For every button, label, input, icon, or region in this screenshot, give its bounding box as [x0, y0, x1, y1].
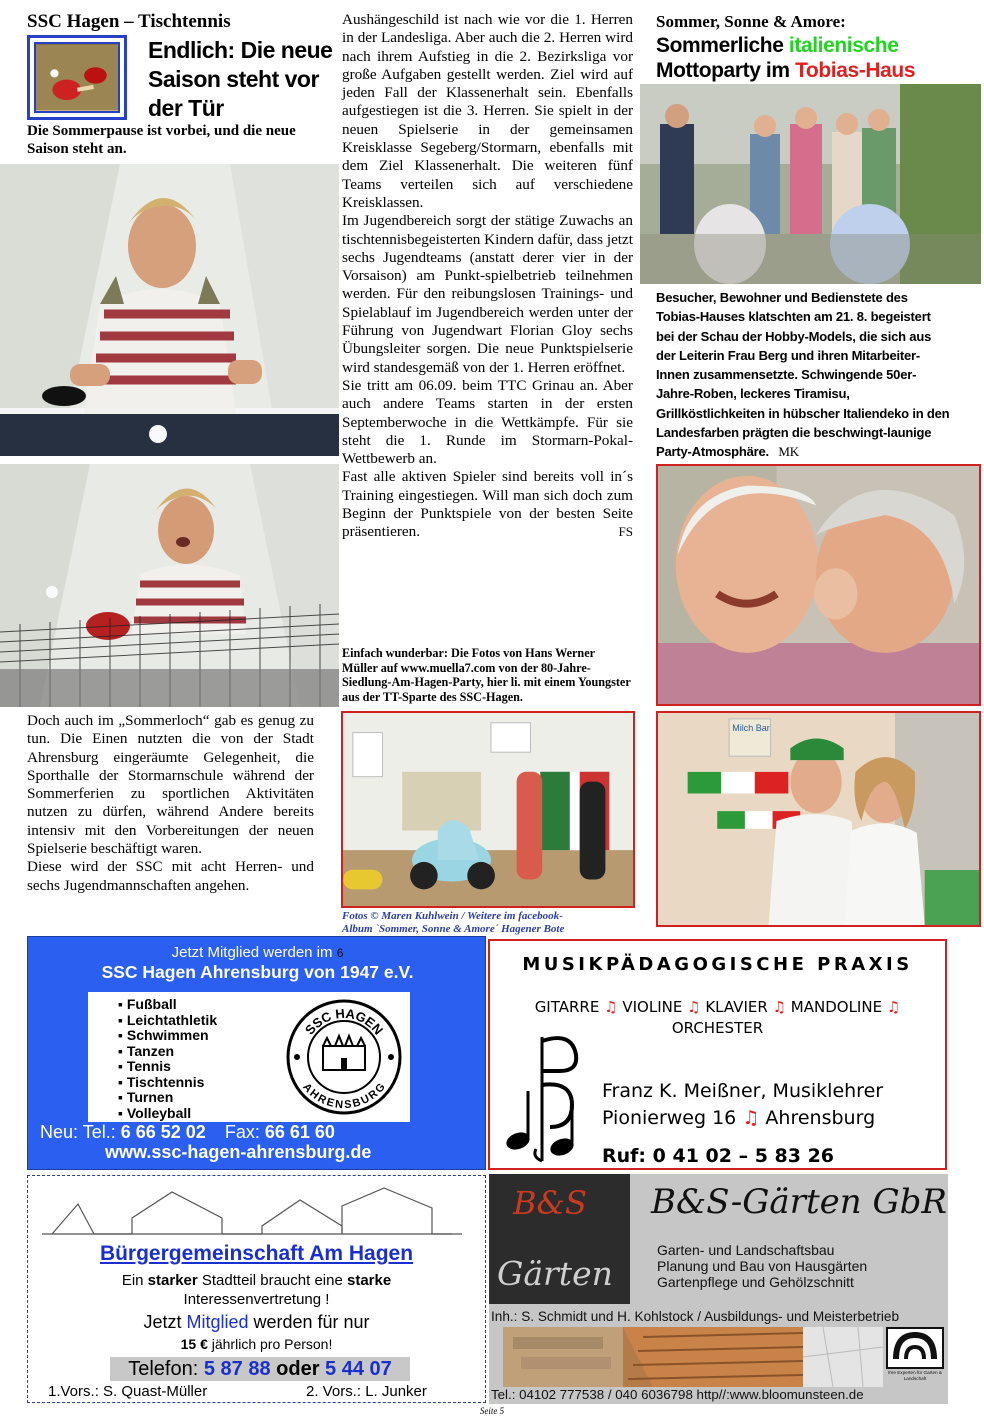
instrument: VIOLINE	[622, 998, 683, 1016]
photo-milch-bar	[656, 711, 981, 927]
ad-buerger-chair-2: 2. Vors.: L. Junker	[306, 1383, 427, 1400]
ad-ssc-phone: 6 66 52 02	[120, 1122, 206, 1142]
instrument: KLAVIER	[705, 998, 768, 1016]
ad-buerger-chair-1: 1.Vors.: S. Quast-Müller	[48, 1383, 208, 1400]
partner-note: Ihre Experten für Garten & Landschaft	[888, 1370, 942, 1381]
bs-service-item: Planung und Bau von Hausgärten	[657, 1258, 868, 1274]
ad-buergergemeinschaft	[27, 1175, 486, 1403]
milch-bar-sign: Milch Bar	[732, 723, 770, 733]
right-headline-line-2	[656, 58, 915, 83]
ad-ssc-fax-label: Fax:	[224, 1122, 260, 1142]
ad-bs-gaerten	[489, 1174, 948, 1404]
ssc-logo-bottom-text: AHRENSBURG	[300, 1081, 388, 1112]
ad-buerger-line3: Jetzt Mitglied werden für nur	[143, 1312, 370, 1332]
ad-buerger-line2: Interessenvertretung !	[183, 1291, 330, 1308]
houses-skyline-icon	[42, 1186, 462, 1238]
ad-music-orchestra: ORCHESTER	[671, 1019, 764, 1037]
middle-paragraph-4-text: Fast alle aktiven Spieler sind bereits voll in´s Training eingestiegen. Will man sich doch zum Beginn der Punktspiele von der besten Seite präsentieren.	[342, 468, 633, 541]
ad-ssc-marker: 6	[336, 946, 344, 960]
svg-text:AHRENSBURG	[300, 1081, 387, 1111]
middle-paragraph-4	[342, 468, 633, 541]
ad-ssc-sports-box	[88, 992, 410, 1122]
sport-item: ▪ Fußball	[118, 996, 177, 1012]
music-clef-icon	[502, 1031, 582, 1163]
ad-buerger-phone: Telefon: 5 87 88 oder 5 44 07	[110, 1357, 410, 1381]
ad-buerger-line1: Ein starker Stadtteil braucht eine starke	[121, 1272, 392, 1289]
ad-buerger-title: Bürgergemeinschaft Am Hagen	[99, 1242, 414, 1265]
headline-line-1: Endlich: Die neue	[148, 37, 333, 63]
table-tennis-logo	[27, 35, 127, 120]
bs-service-item: Gartenpflege und Gehölzschnitt	[657, 1274, 854, 1290]
right-headline	[656, 33, 915, 83]
photo-fashion-show	[640, 84, 981, 284]
right-caption	[656, 288, 952, 462]
sport-item: ▪ Tennis	[118, 1058, 171, 1074]
right-headline-part-4: Tobias-Haus	[795, 59, 916, 82]
svg-text:SSC HAGEN	[302, 1006, 386, 1038]
note-icon: ♫	[886, 998, 901, 1016]
bs-logo-block	[489, 1174, 630, 1304]
ad-buerger-line4: 15 € jährlich pro Person!	[180, 1336, 333, 1352]
ad-ssc-fax: 66 61 60	[264, 1122, 335, 1142]
sport-item: ▪ Schwimmen	[118, 1027, 209, 1043]
sport-item: ▪ Turnen	[118, 1089, 174, 1105]
page-number: Seite 5	[479, 1406, 505, 1416]
ad-ssc-line1	[28, 944, 487, 961]
partner-logo-icon	[886, 1327, 944, 1369]
ad-music-phone: Ruf: 0 41 02 – 5 83 26	[602, 1145, 835, 1167]
ssc-logo-top-text: SSC HAGEN	[301, 1005, 387, 1038]
photo-two-women	[656, 464, 981, 706]
ad-music-instruments	[490, 998, 945, 1016]
ad-ssc-sports-list	[118, 997, 217, 1121]
middle-paragraph-3: Sie tritt am 06.09. beim TTC Grinau an. Aber auch andere Teams starten in der ersten Septemberwoche in die Wettkämpfe. Für sie steht die 1. Runde im Stormarn-Pokal-Wettbewerb an.	[342, 376, 633, 468]
ad-ssc-phone-row	[40, 1122, 335, 1143]
middle-paragraph-2: Im Jugendbereich sorgt der stätige Zuwachs an tischtennisbegeisterten Kindern dafür, dass jetzt sechs Jugendteams (anstatt derer vier in der Vorsaison) am Punkt-spielbetrieb teilnehmen werden. Für den reibungslosen Trainings- und Spielablauf im Jugendbereich werden unter der Führung von Jugendwart Florian Gloy sechs Übungsleiter sorgen. Die neue Punktspielserie wird standesgemäß von der 1. Herren eröffnet.	[342, 212, 633, 376]
bs-services	[657, 1242, 867, 1290]
bs-stone-photo	[503, 1327, 803, 1387]
ad-music-practice	[488, 939, 947, 1170]
ad-music-address	[602, 1107, 875, 1129]
right-headline-part-3: Mottoparty im	[656, 59, 796, 82]
bs-owners: Inh.: S. Schmidt und H. Kohlstock / Ausbildungs- und Meisterbetrieb	[491, 1309, 900, 1324]
middle-photo-credit: Einfach wunderbar: Die Fotos von Hans Werner Müller auf www.muella7.com von der 80-Jahre-Siedlung-Am-Hagen-Party, hier li. mit einem Youngster aus der TT-Sparte des SSC-Hagen.	[342, 646, 631, 704]
photo-vespa-party	[341, 711, 635, 908]
left-body	[27, 712, 314, 895]
bs-logo-line2: Gärten	[497, 1254, 613, 1293]
ad-ssc-hagen	[27, 936, 486, 1170]
instrument: GITARRE	[534, 998, 600, 1016]
middle-body	[342, 11, 633, 542]
left-paragraph-2: Diese wird der SSC mit acht Herren- und sechs Jugendmannschaften angehen.	[27, 858, 314, 894]
ad-music-address-street: Pionierweg 16	[602, 1107, 737, 1129]
bs-service-item: Garten- und Landschaftsbau	[657, 1242, 835, 1258]
sport-item: ▪ Tischtennis	[118, 1073, 205, 1090]
ad-ssc-website[interactable]: www.ssc-hagen-ahrensburg.de	[105, 1142, 372, 1162]
headline-line-3: der Tür	[148, 95, 224, 121]
left-headline	[148, 36, 332, 123]
right-headline-part-1: Sommerliche	[656, 34, 789, 57]
right-kicker: Sommer, Sonne & Amore:	[656, 12, 846, 31]
instrument: MANDOLINE	[790, 998, 883, 1016]
right-headline-line-1	[656, 33, 915, 58]
left-paragraph-1: Doch auch im „Sommerloch“ gab es genug zu tun. Die Einen nutzten die von der Stadt Ahrensburg eingeräumte Gelegenheit, die Sporthalle der Stormarnschule während der Sommerferien zu sportlichen Aktivitäten nutzen zu dürfen, während Andere bereits intensiv mit den Vorbereitungen der neuen Spielserie beschäftigt waren.	[27, 712, 314, 858]
note-icon: ♫	[687, 998, 701, 1016]
ad-ssc-club-name: SSC Hagen Ahrensburg von 1947 e.V.	[101, 962, 414, 982]
photo-boy-playing-1	[0, 164, 339, 456]
sport-item: ▪ Volleyball	[118, 1104, 192, 1121]
paddle-icon	[36, 44, 118, 111]
left-kicker: SSC Hagen – Tischtennis	[27, 11, 231, 32]
bs-company-name: B&S-Gärten GbR	[651, 1182, 947, 1222]
ad-ssc-line1-text: Jetzt Mitglied werden im	[171, 944, 333, 961]
photo-credit-line-2: Album `Sommer, Sonne & Amore´ Hagener Bote	[342, 922, 565, 935]
right-headline-part-2: italienische	[788, 34, 899, 57]
ad-music-teacher: Franz K. Meißner, Musiklehrer	[602, 1080, 884, 1102]
note-icon: ♫	[742, 1107, 760, 1129]
left-lead: Die Sommerpause ist vorbei, und die neue Saison steht an.	[27, 123, 296, 157]
photo-boy-playing-2	[0, 464, 339, 707]
right-caption-text: Besucher, Bewohner und Bedienstete des Tobias-Hauses klatschten am 21. 8. begeistert bei der Schau der Hobby-Models, die sich aus der Leiterin Frau Berg und ihren Mitarbeiter-Innen zusammensetzte. Schwingende 50er-Jahre-Roben, leckeres Tiramisu, Grillköstlichkeiten in hübscher Italiendeko in den Landesfarben prägten die beschwingt-launige Party-Atmosphäre.	[656, 290, 950, 460]
bs-tile-photo	[803, 1327, 883, 1387]
middle-signature: FS	[618, 524, 633, 540]
note-icon: ♫	[604, 998, 618, 1016]
note-icon: ♫	[772, 998, 787, 1016]
middle-paragraph-1: Aushängeschild ist nach wie vor die 1. Herren in der Landesliga. Aber auch die 2. Herren wird nach ihrem Aufstieg in die 2. Bezirksliga vor große Aufgaben gestellt werden. Ziel wird auf jeden Fall der Klassenerhalt sein. Ebenfalls aufgestiegen ist die 3. Herren. Sie spielt in der neuen Spielserie in der gemeinsamen Kreisklasse Segeberg/Stormarn, ebenfalls mit dem Ziel Klassenerhalt. Die weiteren fünf Teams verteilen sich auf verschiedene Kreisklassen.	[342, 11, 633, 211]
ssc-logo	[283, 996, 405, 1118]
right-signature: MK	[778, 444, 799, 460]
ad-ssc-phone-label: Neu: Tel.:	[40, 1122, 116, 1142]
headline-line-2: Saison steht vor	[148, 66, 319, 92]
ad-music-address-city: Ahrensburg	[765, 1107, 876, 1129]
sport-item: ▪ Leichtathletik	[118, 1011, 218, 1028]
photo-credit-line-1: Fotos © Maren Kuhlwein / Weitere im facebook-	[342, 910, 563, 922]
bs-contact[interactable]: Tel.: 04102 777538 / 040 6036798 http//:www.bloomunsteen.de	[491, 1387, 864, 1402]
sport-item: ▪ Tanzen	[118, 1042, 175, 1059]
ad-music-title: MUSIKPÄDAGOGISCHE PRAXIS	[522, 954, 913, 975]
right-photo-credit	[342, 910, 642, 935]
bs-logo-line1: B&S	[513, 1184, 587, 1222]
